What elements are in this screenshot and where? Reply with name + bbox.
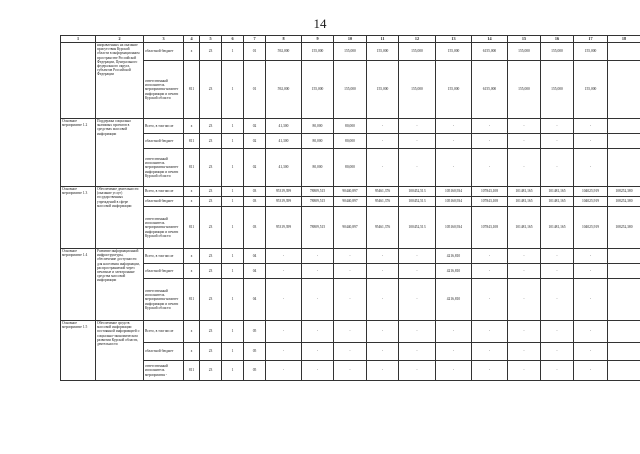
amount-cell: - (367, 343, 399, 361)
grbs-code: 811 (184, 279, 200, 321)
amount-cell: 101481,165 (541, 187, 574, 197)
amount-cell: - (367, 321, 399, 343)
amount-cell: - (508, 134, 541, 149)
section-code: 23 (200, 279, 222, 321)
amount-cell: 104025,919 (574, 187, 608, 197)
funding-source: ответственный исполнитель мероприятия-комитет информации и печати Курской области (144, 279, 184, 321)
measure-title: Обеспечение средств массовой информации постоянной информацией о социально-экономическом развитии Курской области, деятельности (96, 321, 144, 381)
amount-cell: 105160,934 (436, 197, 472, 207)
amount-cell: - (367, 361, 399, 381)
column-number: 14 (472, 36, 508, 43)
amount-cell: 80,000 (334, 119, 367, 134)
grbs-code: х (184, 343, 200, 361)
section-code: 23 (200, 134, 222, 149)
table-row (61, 119, 640, 134)
target-article-code: 03 (244, 187, 266, 197)
amount-cell: - (266, 343, 302, 361)
amount-cell: - (574, 321, 608, 343)
amount-cell: 78809,515 (302, 197, 334, 207)
amount-cell: 101481,165 (508, 187, 541, 197)
subsection-code: 1 (222, 187, 244, 197)
grbs-code: х (184, 249, 200, 264)
column-number: 4 (184, 36, 200, 43)
table-row (61, 197, 640, 207)
amount-cell: 4216,810 (436, 279, 472, 321)
column-number: 11 (367, 36, 399, 43)
table-row (61, 149, 640, 187)
subsection-code: 1 (222, 149, 244, 187)
target-article-code: 04 (244, 249, 266, 264)
grbs-code: х (184, 43, 200, 61)
amount-cell: 100452,513 (399, 197, 436, 207)
amount-cell: - (574, 249, 608, 264)
amount-cell: 108252,380 (608, 187, 640, 197)
amount-cell: - (541, 149, 574, 187)
funding-source: областной бюджет (144, 43, 184, 61)
amount-cell: - (541, 249, 574, 264)
amount-cell: 107843,108 (472, 207, 508, 249)
amount-cell: - (266, 321, 302, 343)
amount-cell: 108252,380 (608, 207, 640, 249)
amount-cell: 155,000 (334, 43, 367, 61)
amount-cell: 155,000 (302, 43, 334, 61)
amount-cell: - (436, 321, 472, 343)
measure-name: Основное мероприятие 1.2 (61, 119, 96, 187)
amount-cell: - (399, 119, 436, 134)
grbs-code: 811 (184, 361, 200, 381)
amount-cell: 155,000 (399, 61, 436, 119)
funding-source: областной бюджет (144, 264, 184, 279)
amount-cell: - (541, 321, 574, 343)
section-code: 23 (200, 43, 222, 61)
subsection-code: 1 (222, 119, 244, 134)
amount-cell: - (302, 343, 334, 361)
amount-cell: 155,000 (574, 61, 608, 119)
amount-cell: 95461,376 (367, 197, 399, 207)
grbs-code: х (184, 187, 200, 197)
amount-cell: - (508, 321, 541, 343)
column-number: 1 (61, 36, 96, 43)
amount-cell: 80,000 (334, 134, 367, 149)
section-code: 23 (200, 361, 222, 381)
amount-cell: 592,000 (266, 43, 302, 61)
amount-cell: 78809,515 (302, 187, 334, 197)
amount-cell: - (334, 361, 367, 381)
amount-cell: - (367, 264, 399, 279)
amount-cell: - (472, 321, 508, 343)
amount-cell: 101481,165 (508, 207, 541, 249)
amount-cell: - (472, 249, 508, 264)
amount-cell (608, 61, 640, 119)
amount-cell: 155,000 (367, 61, 399, 119)
amount-cell: - (472, 343, 508, 361)
target-article-code: 02 (244, 119, 266, 134)
section-code: 23 (200, 343, 222, 361)
amount-cell: - (302, 264, 334, 279)
amount-cell: - (541, 279, 574, 321)
amount-cell: 108252,380 (608, 197, 640, 207)
column-number: 3 (144, 36, 184, 43)
amount-cell: - (367, 249, 399, 264)
target-article-code: 02 (244, 134, 266, 149)
amount-cell: - (302, 361, 334, 381)
grbs-code: 811 (184, 61, 200, 119)
subsection-code: 1 (222, 61, 244, 119)
funding-source: ответственный исполнитель мероприятия-комитет информации и печати Курской области (144, 61, 184, 119)
amount-cell: 41,300 (266, 134, 302, 149)
amount-cell: - (399, 264, 436, 279)
amount-cell: - (266, 264, 302, 279)
funding-source: областной бюджет (144, 134, 184, 149)
amount-cell: - (541, 264, 574, 279)
measure-title: Обеспечение деятельности (оказание услуг) государственных учреждений в сфере массовой информации (96, 187, 144, 249)
amount-cell: - (508, 361, 541, 381)
amount-cell: 155,000 (508, 43, 541, 61)
amount-cell: - (399, 134, 436, 149)
section-code: 23 (200, 187, 222, 197)
subsection-code: 1 (222, 207, 244, 249)
budget-table (60, 35, 640, 381)
table-row (61, 343, 640, 361)
amount-cell: 100452,513 (399, 207, 436, 249)
amount-cell: - (334, 321, 367, 343)
amount-cell: 95319,399 (266, 197, 302, 207)
target-article-code: 05 (244, 343, 266, 361)
amount-cell: 155,000 (508, 61, 541, 119)
amount-cell: - (399, 279, 436, 321)
amount-cell: - (266, 279, 302, 321)
amount-cell: - (436, 149, 472, 187)
column-number: 15 (508, 36, 541, 43)
amount-cell: - (302, 321, 334, 343)
amount-cell: - (266, 361, 302, 381)
amount-cell: - (472, 361, 508, 381)
amount-cell: 6155,000 (472, 43, 508, 61)
amount-cell: 155,000 (302, 61, 334, 119)
table-row (61, 321, 640, 343)
column-number: 16 (541, 36, 574, 43)
amount-cell: 155,000 (436, 61, 472, 119)
amount-cell: 104025,919 (574, 207, 608, 249)
funding-source: ответственный исполнитель мероприятия - (144, 361, 184, 381)
table-row (61, 134, 640, 149)
amount-cell: 78809,515 (302, 207, 334, 249)
amount-cell (608, 279, 640, 321)
column-number: 17 (574, 36, 608, 43)
amount-cell: 107843,108 (472, 197, 508, 207)
column-number: 18 (608, 36, 640, 43)
amount-cell: - (472, 119, 508, 134)
funding-source: областной бюджет (144, 197, 184, 207)
amount-cell: - (574, 279, 608, 321)
grbs-code: 811 (184, 207, 200, 249)
page-number: 14 (313, 16, 327, 31)
funding-source: Всего, в том числе (144, 187, 184, 197)
section-code: 23 (200, 119, 222, 134)
amount-cell: 155,000 (334, 61, 367, 119)
amount-cell: - (472, 264, 508, 279)
amount-cell: - (334, 249, 367, 264)
amount-cell: 90440,897 (334, 197, 367, 207)
target-article-code: 03 (244, 197, 266, 207)
section-code: 23 (200, 321, 222, 343)
target-article-code: 03 (244, 207, 266, 249)
subsection-code: 1 (222, 279, 244, 321)
amount-cell: - (436, 343, 472, 361)
amount-cell: - (574, 361, 608, 381)
target-article-code: 01 (244, 43, 266, 61)
amount-cell: 4216,810 (436, 264, 472, 279)
column-number: 8 (266, 36, 302, 43)
amount-cell: 100452,513 (399, 187, 436, 197)
grbs-code: х (184, 197, 200, 207)
target-article-code: 01 (244, 61, 266, 119)
amount-cell: 155,000 (574, 43, 608, 61)
amount-cell: 80,000 (302, 149, 334, 187)
measure-name: Основное мероприятие 1.4 (61, 249, 96, 321)
amount-cell (608, 343, 640, 361)
amount-cell: 155,000 (541, 61, 574, 119)
funding-source: Всего, в том числе (144, 119, 184, 134)
amount-cell: - (574, 119, 608, 134)
amount-cell: - (334, 279, 367, 321)
grbs-code: х (184, 321, 200, 343)
amount-cell: 592,000 (266, 61, 302, 119)
amount-cell: - (302, 249, 334, 264)
subsection-code: 1 (222, 321, 244, 343)
column-number: 10 (334, 36, 367, 43)
target-article-code: 05 (244, 321, 266, 343)
table-row (61, 61, 640, 119)
amount-cell (608, 134, 640, 149)
amount-cell: 4216,810 (436, 249, 472, 264)
funding-source: Всего, в том числе (144, 321, 184, 343)
amount-cell: 95319,399 (266, 207, 302, 249)
amount-cell: - (508, 249, 541, 264)
subsection-code: 1 (222, 361, 244, 381)
amount-cell: 105160,934 (436, 207, 472, 249)
amount-cell: - (472, 279, 508, 321)
column-number: 13 (436, 36, 472, 43)
amount-cell: - (367, 279, 399, 321)
amount-cell: - (399, 343, 436, 361)
amount-cell: - (367, 119, 399, 134)
amount-cell: 90440,897 (334, 207, 367, 249)
amount-cell: - (399, 361, 436, 381)
column-number: 9 (302, 36, 334, 43)
subsection-code: 1 (222, 134, 244, 149)
grbs-code: х (184, 119, 200, 134)
amount-cell: - (472, 134, 508, 149)
amount-cell: - (574, 149, 608, 187)
amount-cell: - (302, 279, 334, 321)
table-row (61, 249, 640, 264)
measure-title: направленных на оказание присутствия Курской области в информационном пространстве Российской Федерации, Центрального федерального округа, субъектов Российской Федерации (96, 43, 144, 119)
amount-cell: - (367, 134, 399, 149)
amount-cell: - (541, 361, 574, 381)
amount-cell: 80,000 (334, 149, 367, 187)
amount-cell: - (508, 279, 541, 321)
amount-cell: 101481,165 (541, 207, 574, 249)
amount-cell: 80,000 (302, 134, 334, 149)
grbs-code: х (184, 264, 200, 279)
amount-cell: 90440,897 (334, 187, 367, 197)
amount-cell: - (367, 149, 399, 187)
amount-cell: 155,000 (399, 43, 436, 61)
amount-cell: - (334, 264, 367, 279)
measure-name: Основное мероприятие 1.3 (61, 187, 96, 249)
column-number: 6 (222, 36, 244, 43)
amount-cell: 155,000 (367, 43, 399, 61)
amount-cell (608, 361, 640, 381)
amount-cell: - (574, 134, 608, 149)
subsection-code: 1 (222, 197, 244, 207)
amount-cell: 155,000 (541, 43, 574, 61)
measure-title: Поддержка социально значимых проектов в средствах массовой информации (96, 119, 144, 187)
table-row (61, 43, 640, 61)
amount-cell: 101481,165 (541, 197, 574, 207)
amount-cell: - (574, 343, 608, 361)
section-code: 23 (200, 249, 222, 264)
amount-cell: 41,300 (266, 149, 302, 187)
funding-source: Всего, в том числе (144, 249, 184, 264)
amount-cell: 105160,934 (436, 187, 472, 197)
subsection-code: 1 (222, 264, 244, 279)
amount-cell: - (436, 119, 472, 134)
amount-cell: - (266, 249, 302, 264)
measure-name (61, 43, 96, 119)
amount-cell (608, 149, 640, 187)
funding-source: ответственный исполнитель мероприятия-комитет информации и печати Курской области (144, 207, 184, 249)
amount-cell: - (436, 134, 472, 149)
amount-cell: - (541, 343, 574, 361)
table-row (61, 279, 640, 321)
amount-cell: - (508, 343, 541, 361)
amount-cell: - (508, 119, 541, 134)
amount-cell: 101481,165 (508, 197, 541, 207)
amount-cell: 95319,399 (266, 187, 302, 197)
amount-cell: - (508, 149, 541, 187)
grbs-code: 811 (184, 134, 200, 149)
amount-cell: - (574, 264, 608, 279)
grbs-code: 811 (184, 149, 200, 187)
target-article-code: 04 (244, 279, 266, 321)
amount-cell (608, 43, 640, 61)
amount-cell: 107843,108 (472, 187, 508, 197)
amount-cell: - (541, 119, 574, 134)
subsection-code: 1 (222, 343, 244, 361)
amount-cell: 41,300 (266, 119, 302, 134)
table-row (61, 361, 640, 381)
section-code: 23 (200, 207, 222, 249)
amount-cell (608, 249, 640, 264)
amount-cell: - (399, 321, 436, 343)
funding-source: областной бюджет (144, 343, 184, 361)
table-row (61, 264, 640, 279)
table-row (61, 207, 640, 249)
target-article-code: 02 (244, 149, 266, 187)
target-article-code: 05 (244, 361, 266, 381)
amount-cell: - (472, 149, 508, 187)
amount-cell: - (541, 134, 574, 149)
funding-source: ответственный исполнитель мероприятия-комитет информации и печати Курской области (144, 149, 184, 187)
measure-title: Развитие информационной инфраструктуры, обеспечение доступности для населения информации, распространяемой через печатные и электронные средства массовой информации (96, 249, 144, 321)
target-article-code: 04 (244, 264, 266, 279)
table-row (61, 187, 640, 197)
amount-cell: - (399, 249, 436, 264)
column-number: 12 (399, 36, 436, 43)
section-code: 23 (200, 149, 222, 187)
amount-cell: - (399, 149, 436, 187)
amount-cell: 95461,376 (367, 207, 399, 249)
amount-cell: 95461,376 (367, 187, 399, 197)
amount-cell: 155,000 (436, 43, 472, 61)
measure-name: Основное мероприятие 1.5 (61, 321, 96, 381)
section-code: 23 (200, 197, 222, 207)
column-number: 2 (96, 36, 144, 43)
amount-cell: - (436, 361, 472, 381)
amount-cell: 104025,919 (574, 197, 608, 207)
amount-cell (608, 119, 640, 134)
amount-cell: - (508, 264, 541, 279)
column-number-row (61, 36, 640, 43)
subsection-code: 1 (222, 249, 244, 264)
section-code: 23 (200, 264, 222, 279)
subsection-code: 1 (222, 43, 244, 61)
column-number: 7 (244, 36, 266, 43)
column-number: 5 (200, 36, 222, 43)
amount-cell (608, 264, 640, 279)
section-code: 23 (200, 61, 222, 119)
amount-cell: 6155,000 (472, 61, 508, 119)
amount-cell: 80,000 (302, 119, 334, 134)
amount-cell (608, 321, 640, 343)
amount-cell: - (334, 343, 367, 361)
